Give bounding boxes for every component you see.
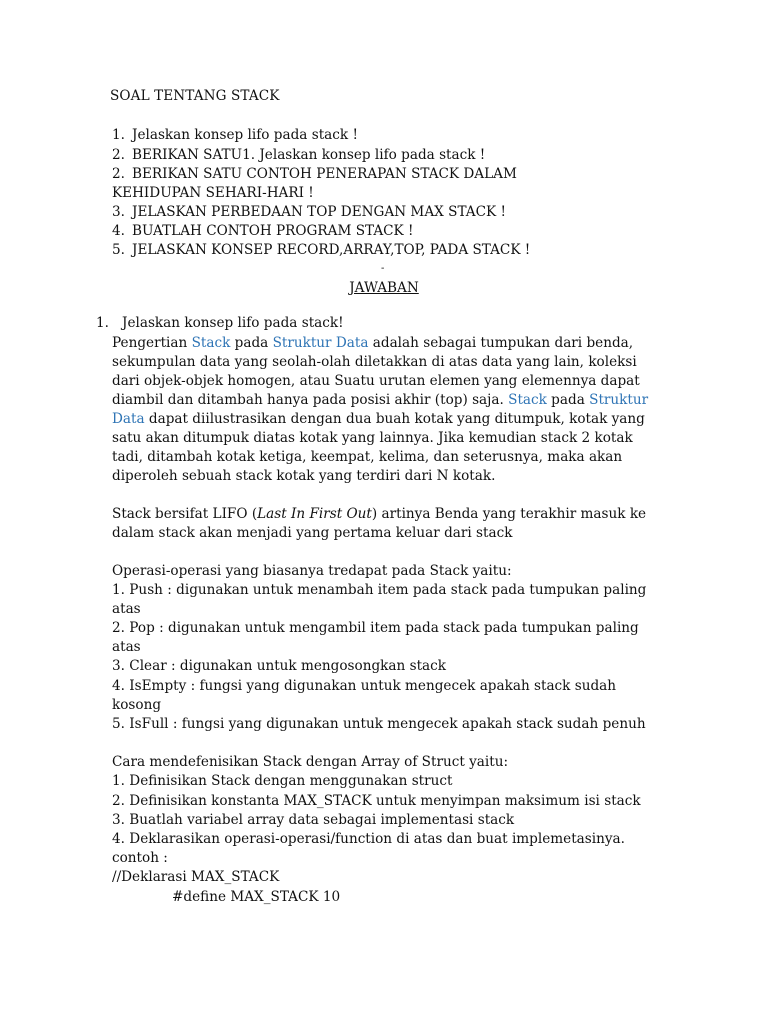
text-run: Pengertian xyxy=(112,335,192,351)
question-text: BERIKAN SATU CONTOH PENERAPAN STACK DALAM xyxy=(132,166,517,182)
paragraph-line: diperoleh sebuah stack kotak yang terdiri dari N kotak. xyxy=(112,468,496,484)
text-run: dapat diilustrasikan dengan dua buah kotak yang ditumpuk, kotak yang xyxy=(144,411,645,427)
operation-line: kosong xyxy=(112,697,162,713)
answer-heading-text: Jelaskan konsep lifo pada stack! xyxy=(122,315,344,331)
array-step: 1. Definisikan Stack dengan menggunakan struct xyxy=(112,773,453,789)
array-step: contoh : xyxy=(112,850,168,866)
keyword-link[interactable]: Stack xyxy=(191,335,231,351)
operation-line: atas xyxy=(112,639,141,655)
question-text: Jelaskan konsep lifo pada stack ! xyxy=(132,127,358,143)
question-text: JELASKAN KONSEP RECORD,ARRAY,TOP, PADA STACK ! xyxy=(132,242,531,258)
answer-item-heading xyxy=(96,314,344,333)
paragraph-line: dalam stack akan menjadi yang pertama keluar dari stack xyxy=(112,525,513,541)
separator-dash: - xyxy=(381,263,385,274)
text-run: Stack bersifat LIFO ( xyxy=(112,506,258,522)
question-item-continuation xyxy=(112,184,314,203)
array-step: 2. Definisikan konstanta MAX_STACK untuk menyimpan maksimum isi stack xyxy=(112,793,641,809)
array-step: //Deklarasi MAX_STACK xyxy=(112,869,280,885)
paragraph-line xyxy=(112,505,646,524)
keyword-link[interactable]: Struktur xyxy=(589,392,649,408)
question-number: 3. xyxy=(112,204,125,220)
operation-line: 1. Push : digunakan untuk menambah item pada stack pada tumpukan paling xyxy=(112,582,647,598)
paragraph-line: dari objek-objek homogen, atau Suatu urutan elemen yang elemennya dapat xyxy=(112,373,640,389)
text-run: adalah sebagai tumpukan dari benda, xyxy=(368,335,634,351)
text-run: diambil dan ditambah hanya pada posisi akhir (top) saja. xyxy=(112,392,509,408)
question-item xyxy=(112,165,517,184)
array-intro: Cara mendefenisikan Stack dengan Array of Struct yaitu: xyxy=(112,754,509,770)
question-text: KEHIDUPAN SEHARI-HARI ! xyxy=(112,185,314,201)
array-step: 3. Buatlah variabel array data sebagai implementasi stack xyxy=(112,812,515,828)
paragraph-line: tadi, ditambah kotak ketiga, keempat, kelima, dan seterusnya, maka akan xyxy=(112,449,623,465)
operation-line: 2. Pop : digunakan untuk mengambil item pada stack pada tumpukan paling xyxy=(112,620,639,636)
question-item xyxy=(112,146,485,165)
question-text: JELASKAN PERBEDAAN TOP DENGAN MAX STACK ! xyxy=(132,204,506,220)
question-number: 5. xyxy=(112,242,125,258)
keyword-link[interactable]: Struktur Data xyxy=(272,335,369,351)
operation-line: 5. IsFull : fungsi yang digunakan untuk mengecek apakah stack sudah penuh xyxy=(112,716,646,732)
paragraph-line xyxy=(112,410,645,429)
question-number: 1. xyxy=(112,127,125,143)
paragraph-line xyxy=(112,334,633,353)
array-step: 4. Deklarasikan operasi-operasi/function di atas dan buat implemetasinya. xyxy=(112,831,625,847)
code-define-line: #define MAX_STACK 10 xyxy=(172,889,341,905)
text-run: pada xyxy=(230,335,273,351)
question-text: BUATLAH CONTOH PROGRAM STACK ! xyxy=(132,223,414,239)
paragraph-line: sekumpulan data yang seolah-olah diletakkan di atas data yang lain, koleksi xyxy=(112,354,637,370)
operation-line: 4. IsEmpty : fungsi yang digunakan untuk mengecek apakah stack sudah xyxy=(112,678,617,694)
document-title: SOAL TENTANG STACK xyxy=(110,88,280,104)
question-number: 2. xyxy=(112,166,125,182)
operation-line: atas xyxy=(112,601,141,617)
question-text: BERIKAN SATU1. Jelaskan konsep lifo pada stack ! xyxy=(132,147,486,163)
question-number: 4. xyxy=(112,223,125,239)
operation-line: 3. Clear : digunakan untuk mengosongkan stack xyxy=(112,658,446,674)
question-item xyxy=(112,126,358,145)
question-number: 2. xyxy=(112,147,125,163)
question-item xyxy=(112,222,414,241)
keyword-link[interactable]: Stack xyxy=(508,392,547,408)
paragraph-line: satu akan ditumpuk diatas kotak yang lainnya. Jika kemudian stack 2 kotak xyxy=(112,430,633,446)
emphasis-text: Last In First Out xyxy=(257,506,372,522)
text-run: ) artinya Benda yang terakhir masuk ke xyxy=(371,506,647,522)
answer-number: 1. xyxy=(96,315,109,331)
paragraph-line xyxy=(112,391,648,410)
operations-intro: Operasi-operasi yang biasanya tredapat pada Stack yaitu: xyxy=(112,563,512,579)
answer-heading: JAWABAN xyxy=(349,280,419,296)
text-run: pada xyxy=(546,392,590,408)
question-item xyxy=(112,241,530,260)
question-item xyxy=(112,203,506,222)
keyword-link[interactable]: Data xyxy=(112,411,145,427)
